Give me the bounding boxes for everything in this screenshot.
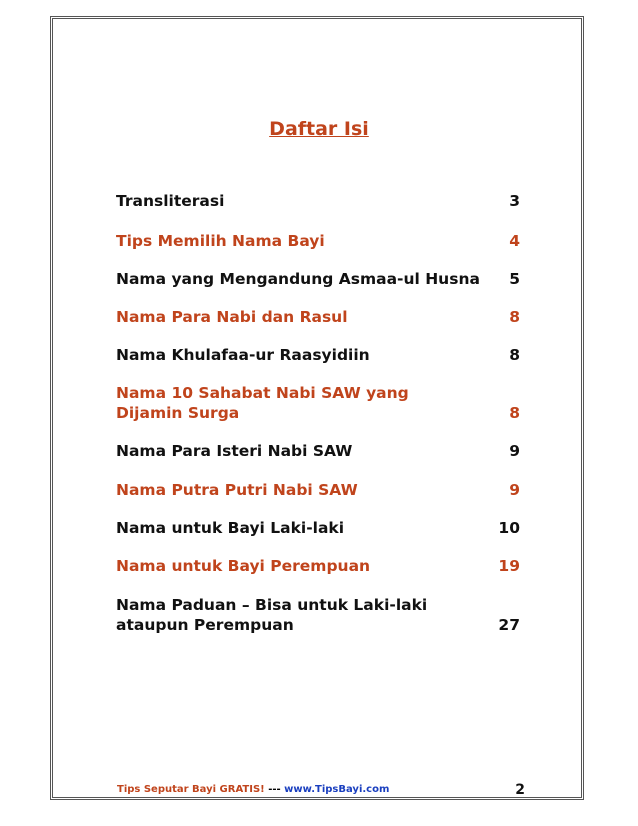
page-number: 2 bbox=[515, 782, 525, 798]
toc-entry-page: 19 bbox=[498, 557, 520, 575]
toc-entry-label: Nama Paduan – Bisa untuk Laki-laki ataupun Perempuan bbox=[116, 596, 428, 634]
toc-entry[interactable] bbox=[116, 307, 520, 327]
toc-entry[interactable] bbox=[116, 231, 520, 251]
toc-entry-page: 8 bbox=[509, 308, 520, 326]
toc-entry-label: Nama untuk Bayi Laki-laki bbox=[116, 519, 345, 537]
table-of-contents bbox=[116, 191, 520, 635]
toc-entry-page: 8 bbox=[509, 346, 520, 364]
toc-entry-page: 27 bbox=[498, 616, 520, 634]
toc-entry-page: 10 bbox=[498, 519, 520, 537]
toc-entry-page: 5 bbox=[509, 270, 520, 288]
toc-entry-page: 4 bbox=[509, 232, 520, 250]
toc-entry-page: 3 bbox=[509, 192, 520, 210]
footer-url-link[interactable]: www.TipsBayi.com bbox=[284, 784, 390, 795]
toc-entry-page: 9 bbox=[509, 481, 520, 499]
page-footer bbox=[117, 782, 525, 798]
toc-entry[interactable] bbox=[116, 480, 520, 500]
toc-entry[interactable] bbox=[116, 345, 520, 365]
toc-entry-page: 9 bbox=[509, 442, 520, 460]
page-title: Daftar Isi bbox=[269, 118, 369, 140]
toc-entry-label: Nama 10 Sahabat Nabi SAW yang Dijamin Surga bbox=[116, 384, 409, 422]
toc-entry-label: Tips Memilih Nama Bayi bbox=[116, 232, 325, 250]
toc-entry-label: Nama Para Isteri Nabi SAW bbox=[116, 442, 353, 460]
toc-entry-label: Transliterasi bbox=[116, 192, 225, 210]
toc-entry[interactable] bbox=[116, 595, 520, 635]
toc-entry[interactable] bbox=[116, 556, 520, 576]
toc-entry-label: Nama untuk Bayi Perempuan bbox=[116, 557, 371, 575]
toc-entry-label: Nama Khulafaa-ur Raasyidiin bbox=[116, 346, 370, 364]
toc-entry-label: Nama Para Nabi dan Rasul bbox=[116, 308, 348, 326]
toc-entry-label: Nama Putra Putri Nabi SAW bbox=[116, 481, 358, 499]
footer-separator: --- bbox=[264, 784, 285, 795]
toc-entry-page: 8 bbox=[509, 404, 520, 422]
toc-entry[interactable] bbox=[116, 441, 520, 461]
toc-entry[interactable] bbox=[116, 518, 520, 538]
toc-entry[interactable] bbox=[116, 269, 520, 289]
footer-tagline: Tips Seputar Bayi GRATIS! bbox=[117, 784, 265, 795]
toc-entry[interactable] bbox=[116, 191, 520, 211]
toc-entry-label: Nama yang Mengandung Asmaa-ul Husna bbox=[116, 270, 480, 288]
toc-entry[interactable] bbox=[116, 383, 520, 423]
